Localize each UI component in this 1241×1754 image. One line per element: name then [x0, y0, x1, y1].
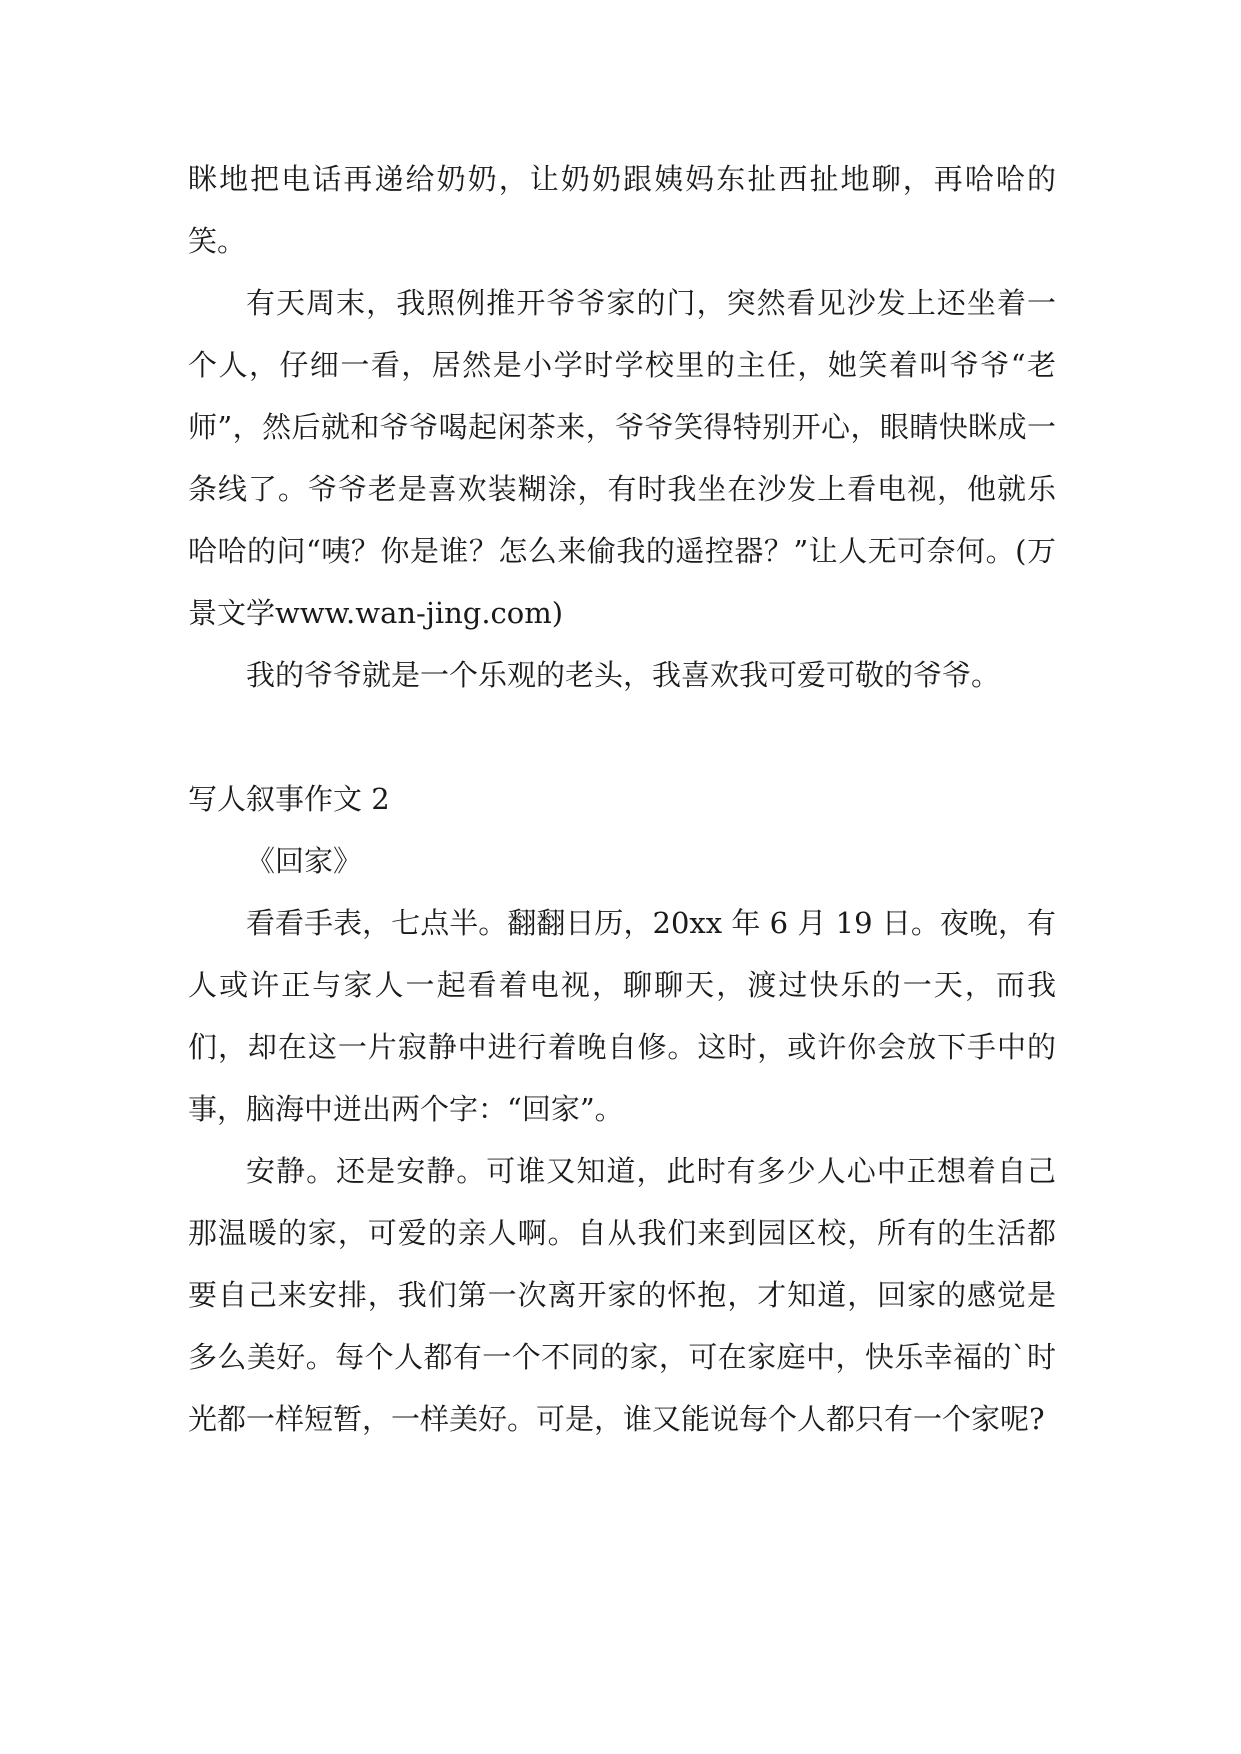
paragraph-continuation: 眯地把电话再递给奶奶，让奶奶跟姨妈东扯西扯地聊，再哈哈的笑。 [188, 162, 1056, 258]
section-heading: 写人叙事作文 2 [188, 782, 390, 816]
paragraph-evening: 看看手表，七点半。翻翻日历，20xx 年 6 月 19 日。夜晚，有人或许正与家人一起看着电视，聊聊天，渡过快乐的一天，而我们，却在这一片寂静中进行着晚自修。这时，或许你会放下手中的事，脑海中迸出两个字：“回家”。 [188, 906, 1056, 1126]
paragraph-quiet: 安静。还是安静。可谁又知道，此时有多少人心中正想着自己那温暖的家，可爱的亲人啊。自从我们来到园区校，所有的生活都要自己来安排，我们第一次离开家的怀抱，才知道，回家的感觉是多么美好。每个人都有一个不同的家，可在家庭中，快乐幸福的`时光都一样短暂，一样美好。可是，谁又能说每个人都只有一个家呢? [188, 1154, 1056, 1436]
document-page [188, 148, 1056, 1450]
paragraph-weekend-visit: 有天周末，我照例推开爷爷家的门，突然看见沙发上还坐着一个人，仔细一看，居然是小学时学校里的主任，她笑着叫爷爷“老师”，然后就和爷爷喝起闲茶来，爷爷笑得特别开心，眼睛快眯成一条线了。爷爷老是喜欢装糊涂，有时我坐在沙发上看电视，他就乐哈哈的问“咦？你是谁？怎么来偷我的遥控器？”让人无可奈何。(万景文学www.wan-jing.com) [188, 286, 1056, 630]
essay-title: 《回家》 [246, 844, 363, 878]
paragraph-grandpa-conclusion: 我的爷爷就是一个乐观的老头，我喜欢我可爱可敬的爷爷。 [246, 658, 1001, 692]
